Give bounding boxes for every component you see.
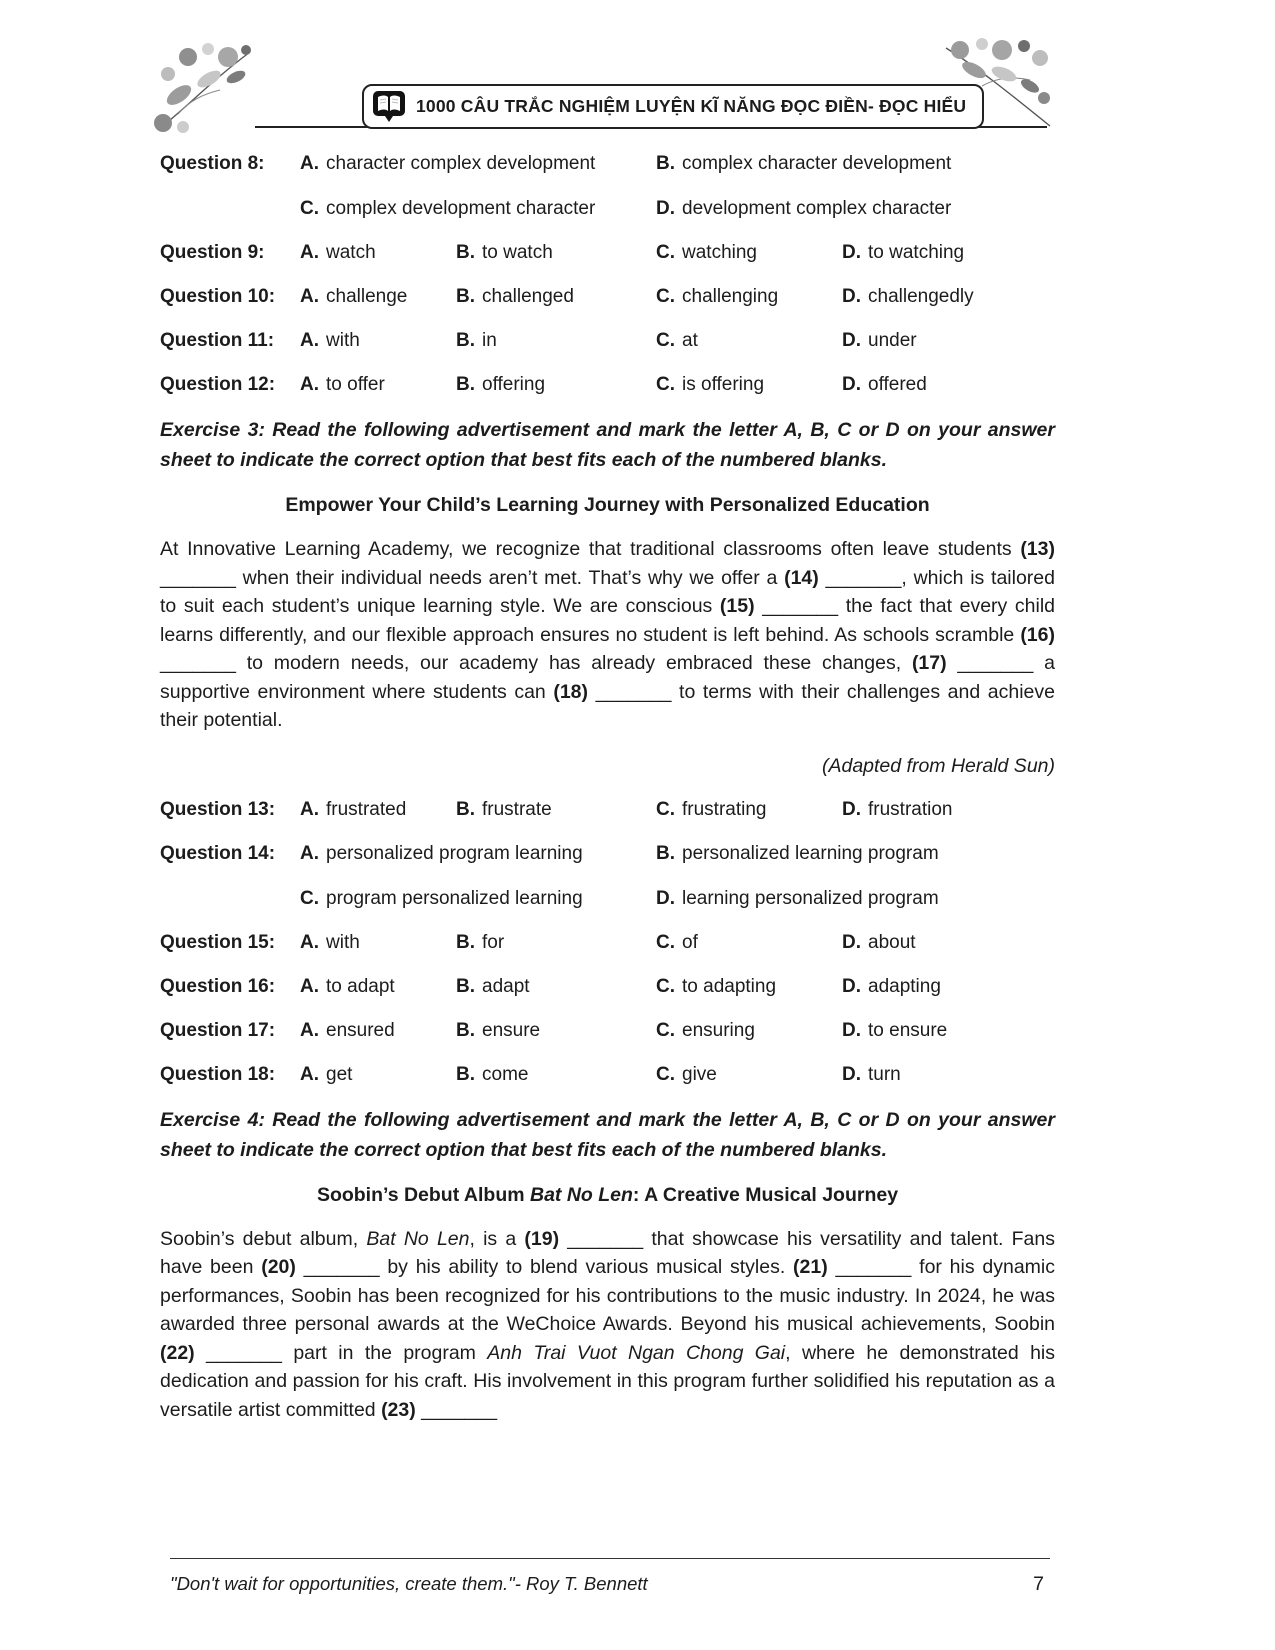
blank-marker-15: (15) xyxy=(719,595,755,617)
blank-marker-20: (20) xyxy=(261,1256,296,1278)
option-text: to ensure xyxy=(868,1019,948,1041)
option-a xyxy=(300,929,456,957)
program-name-italic: Anh Trai Vuot Ngan Chong Gai xyxy=(487,1341,786,1364)
option-text: to adapt xyxy=(326,975,395,997)
option-letter: A. xyxy=(300,242,319,263)
option-letter: C. xyxy=(656,975,675,997)
option-text: frustrated xyxy=(326,798,407,820)
option-text: frustration xyxy=(868,798,953,820)
blank-marker-13: (13) xyxy=(1020,538,1055,560)
option-c xyxy=(656,796,842,824)
option-a xyxy=(300,796,456,824)
question-row-9 xyxy=(160,239,1055,267)
option-letter: B. xyxy=(456,374,475,395)
option-d xyxy=(842,1017,1055,1045)
option-c xyxy=(656,283,842,311)
option-letter: A. xyxy=(300,1063,319,1085)
option-a xyxy=(300,283,456,311)
passage1-source: (Adapted from Herald Sun) xyxy=(821,754,1055,777)
passage2-body xyxy=(160,1225,1055,1425)
book-icon xyxy=(372,90,406,123)
question-label: Question 9: xyxy=(160,242,265,263)
option-b xyxy=(656,150,1055,178)
passage-segment: _______, which is tailored to suit each student’s unique learning style. We are conscious xyxy=(160,566,1055,617)
option-text: challenge xyxy=(326,286,408,307)
option-d xyxy=(842,973,1055,1001)
option-b xyxy=(456,1061,656,1089)
option-letter: A. xyxy=(300,286,319,307)
option-letter: D. xyxy=(842,798,861,820)
question-row-10 xyxy=(160,283,1055,311)
option-text: under xyxy=(868,330,917,351)
option-b xyxy=(656,840,1055,868)
passage-segment: _______ to terms with their challenges and achieve their potential. xyxy=(160,680,1055,731)
passage-segment: _______ the fact that every child learns differently, and our flexible approach ensures no student is left behind. As schools scramble xyxy=(160,595,1055,646)
title-italic-text: Bat No Len xyxy=(529,1183,633,1206)
passage-segment: _______ for his dynamic performances, Soobin has been recognized for his contributions to the music industry. In 2024, he was awarded three personal awards at the WeChoice Awards. Beyond his musical achievements, Soobin xyxy=(160,1256,1055,1335)
option-letter: A. xyxy=(300,1019,319,1041)
question-row-16 xyxy=(160,973,1055,1001)
option-text: with xyxy=(326,330,360,351)
option-letter: C. xyxy=(300,198,319,219)
blank-marker-16: (16) xyxy=(1020,623,1055,646)
option-text: personalized learning program xyxy=(682,842,939,864)
passage2-title xyxy=(160,1181,1055,1209)
option-letter: A. xyxy=(300,842,319,864)
passage-segment: , where he demonstrated his dedication and passion for his craft. His involvement in this program further solidified his reputation as a versatile artist committed xyxy=(160,1341,1056,1421)
option-text: challenging xyxy=(682,286,779,307)
passage-segment: _______ xyxy=(415,1398,498,1421)
option-d xyxy=(656,195,1055,223)
option-letter: A. xyxy=(300,330,319,351)
option-letter: C. xyxy=(656,798,675,820)
option-text: ensuring xyxy=(682,1019,755,1041)
option-text: watch xyxy=(326,242,376,263)
option-letter: C. xyxy=(656,1019,675,1041)
option-a xyxy=(300,239,456,267)
option-letter: B. xyxy=(656,842,675,864)
question-label: Question 16: xyxy=(160,975,276,997)
option-d xyxy=(842,371,1055,399)
page-content xyxy=(0,150,1275,1424)
option-d xyxy=(842,796,1055,824)
option-d xyxy=(842,239,1055,267)
passage-segment: At Innovative Learning Academy, we recognize that traditional classrooms often leave students xyxy=(160,538,1021,560)
exercise4-instruction: Exercise 4: Read the following advertisement and mark the letter A, B, C or D on your answer sheet to indicate the correct option that best fits each of the numbered blanks. xyxy=(160,1108,1055,1161)
option-b xyxy=(456,239,656,267)
blank-marker-22: (22) xyxy=(160,1341,195,1364)
option-text: learning personalized program xyxy=(682,887,939,909)
exercise3-instruction: Exercise 3: Read the following advertisement and mark the letter A, B, C or D on your answer sheet to indicate the correct option that best fits each of the numbered blanks. xyxy=(160,419,1055,471)
question-label: Question 18: xyxy=(160,1063,276,1085)
question-row-14 xyxy=(160,840,1055,913)
option-b xyxy=(456,796,656,824)
option-letter: A. xyxy=(300,153,319,174)
option-b xyxy=(456,283,656,311)
option-text: complex development character xyxy=(326,198,596,219)
passage-segment: , is a xyxy=(469,1227,525,1250)
option-c xyxy=(656,973,842,1001)
option-text: development complex character xyxy=(682,198,952,219)
question-row-13 xyxy=(160,796,1055,824)
question-label: Question 14: xyxy=(160,842,276,864)
option-letter: A. xyxy=(300,798,319,820)
page-number: 7 xyxy=(1033,1573,1044,1595)
question-label: Question 15: xyxy=(160,931,276,953)
question-row-11 xyxy=(160,327,1055,355)
title-text: Soobin’s Debut Album xyxy=(316,1183,530,1206)
footer-quote: "Don't wait for opportunities, create them."- Roy T. Bennett xyxy=(170,1573,648,1594)
floral-left-icon xyxy=(148,36,266,143)
option-letter: B. xyxy=(456,931,475,953)
passage1-title: Empower Your Child’s Learning Journey with Personalized Education xyxy=(285,494,930,516)
option-c xyxy=(656,371,842,399)
option-letter: D. xyxy=(656,198,675,219)
option-text: get xyxy=(326,1063,353,1085)
question-row-8 xyxy=(160,150,1055,223)
option-letter: C. xyxy=(656,330,675,351)
option-letter: D. xyxy=(656,887,675,909)
option-text: is offering xyxy=(682,374,765,395)
blank-marker-23: (23) xyxy=(381,1398,416,1421)
option-text: come xyxy=(482,1063,529,1085)
option-text: at xyxy=(682,330,698,351)
option-text: watching xyxy=(682,242,757,263)
option-c xyxy=(656,1061,842,1089)
option-c xyxy=(656,239,842,267)
option-text: to adapting xyxy=(682,975,777,997)
option-text: offered xyxy=(868,374,927,395)
option-d xyxy=(842,929,1055,957)
option-letter: B. xyxy=(656,153,675,174)
option-letter: B. xyxy=(456,1019,475,1041)
question-label: Question 12: xyxy=(160,374,276,395)
option-text: frustrating xyxy=(682,798,767,820)
option-letter: C. xyxy=(300,887,319,909)
blank-marker-19: (19) xyxy=(524,1227,560,1250)
option-letter: B. xyxy=(456,1063,475,1085)
question-label: Question 11: xyxy=(160,330,275,351)
option-text: ensure xyxy=(482,1019,541,1041)
option-text: challenged xyxy=(482,286,574,307)
option-a xyxy=(300,327,456,355)
option-text: complex character development xyxy=(682,153,952,174)
option-text: adapting xyxy=(868,975,941,997)
option-text: of xyxy=(682,931,698,953)
option-text: program personalized learning xyxy=(326,887,583,909)
option-text: with xyxy=(326,931,360,953)
page-footer xyxy=(170,1558,1050,1596)
blank-marker-21: (21) xyxy=(793,1256,828,1278)
option-text: frustrate xyxy=(482,798,552,820)
option-letter: D. xyxy=(842,1019,861,1041)
option-text: about xyxy=(868,931,916,953)
option-a xyxy=(300,1017,456,1045)
option-letter: C. xyxy=(656,374,675,395)
option-letter: C. xyxy=(656,931,675,953)
option-text: turn xyxy=(868,1063,901,1085)
option-b xyxy=(456,973,656,1001)
option-letter: C. xyxy=(656,242,675,263)
question-row-15 xyxy=(160,929,1055,957)
option-b xyxy=(456,327,656,355)
option-letter: B. xyxy=(456,975,475,997)
option-c xyxy=(656,1017,842,1045)
option-text: in xyxy=(482,330,497,351)
option-d xyxy=(656,885,1055,913)
option-text: personalized program learning xyxy=(326,842,583,864)
page-header xyxy=(0,0,1275,150)
option-text: to watching xyxy=(868,242,965,263)
option-text: ensured xyxy=(326,1019,395,1041)
option-a xyxy=(300,150,656,178)
question-label: Question 10: xyxy=(160,286,276,307)
option-c xyxy=(300,885,656,913)
passage-segment: _______ by his ability to blend various musical styles. xyxy=(295,1256,794,1278)
option-text: for xyxy=(482,931,505,953)
option-b xyxy=(456,929,656,957)
option-letter: B. xyxy=(456,286,475,307)
option-letter: B. xyxy=(456,798,475,820)
blank-marker-18: (18) xyxy=(553,680,589,703)
option-text: offering xyxy=(482,374,546,395)
option-letter: D. xyxy=(842,975,861,997)
option-text: adapt xyxy=(482,975,530,997)
album-name-italic: Bat No Len xyxy=(366,1227,470,1250)
passage-segment: _______ part in the program xyxy=(194,1341,488,1364)
option-d xyxy=(842,1061,1055,1089)
option-letter: A. xyxy=(300,374,319,395)
option-letter: A. xyxy=(300,931,319,953)
passage-segment: _______ a supportive environment where students can xyxy=(160,652,1055,703)
option-c xyxy=(656,327,842,355)
passage-segment: _______ to modern needs, our academy has already embraced these changes, xyxy=(160,652,912,674)
question-label: Question 8: xyxy=(160,153,265,174)
option-c xyxy=(300,195,656,223)
option-letter: C. xyxy=(656,286,675,307)
book-title-banner xyxy=(362,84,984,129)
blank-marker-14: (14) xyxy=(784,566,819,589)
option-text: give xyxy=(682,1063,717,1085)
option-letter: B. xyxy=(456,242,475,263)
option-text: character complex development xyxy=(326,153,596,174)
option-a xyxy=(300,371,456,399)
option-letter: D. xyxy=(842,1063,861,1085)
option-letter: D. xyxy=(842,374,861,395)
option-letter: D. xyxy=(842,330,861,351)
option-text: to offer xyxy=(326,374,385,395)
question-row-12 xyxy=(160,371,1055,399)
option-text: challengedly xyxy=(868,286,974,307)
passage-segment: _______ when their individual needs aren’t met. That’s why we offer a xyxy=(160,566,785,589)
option-d xyxy=(842,283,1055,311)
option-c xyxy=(656,929,842,957)
option-b xyxy=(456,1017,656,1045)
option-letter: B. xyxy=(456,330,475,351)
book-title: 1000 CÂU TRẮC NGHIỆM LUYỆN KĨ NĂNG ĐỌC ĐIỀN- ĐỌC HIỂU xyxy=(416,96,967,116)
option-letter: C. xyxy=(656,1063,675,1085)
option-text: to watch xyxy=(482,242,553,263)
question-row-18 xyxy=(160,1061,1055,1089)
option-b xyxy=(456,371,656,399)
option-d xyxy=(842,327,1055,355)
question-label: Question 17: xyxy=(160,1019,276,1041)
question-label: Question 13: xyxy=(160,798,276,820)
blank-marker-17: (17) xyxy=(911,652,947,674)
option-letter: D. xyxy=(842,242,861,263)
passage1-body xyxy=(160,535,1055,735)
title-text: : A Creative Musical Journey xyxy=(632,1183,899,1206)
option-letter: D. xyxy=(842,286,861,307)
passage-segment: Soobin’s debut album, xyxy=(160,1227,367,1250)
option-letter: D. xyxy=(842,931,861,953)
option-a xyxy=(300,840,656,868)
passage-segment: _______ that showcase his versatility and talent. Fans have been xyxy=(160,1227,1055,1278)
option-letter: A. xyxy=(300,975,319,997)
option-a xyxy=(300,1061,456,1089)
question-row-17 xyxy=(160,1017,1055,1045)
option-a xyxy=(300,973,456,1001)
